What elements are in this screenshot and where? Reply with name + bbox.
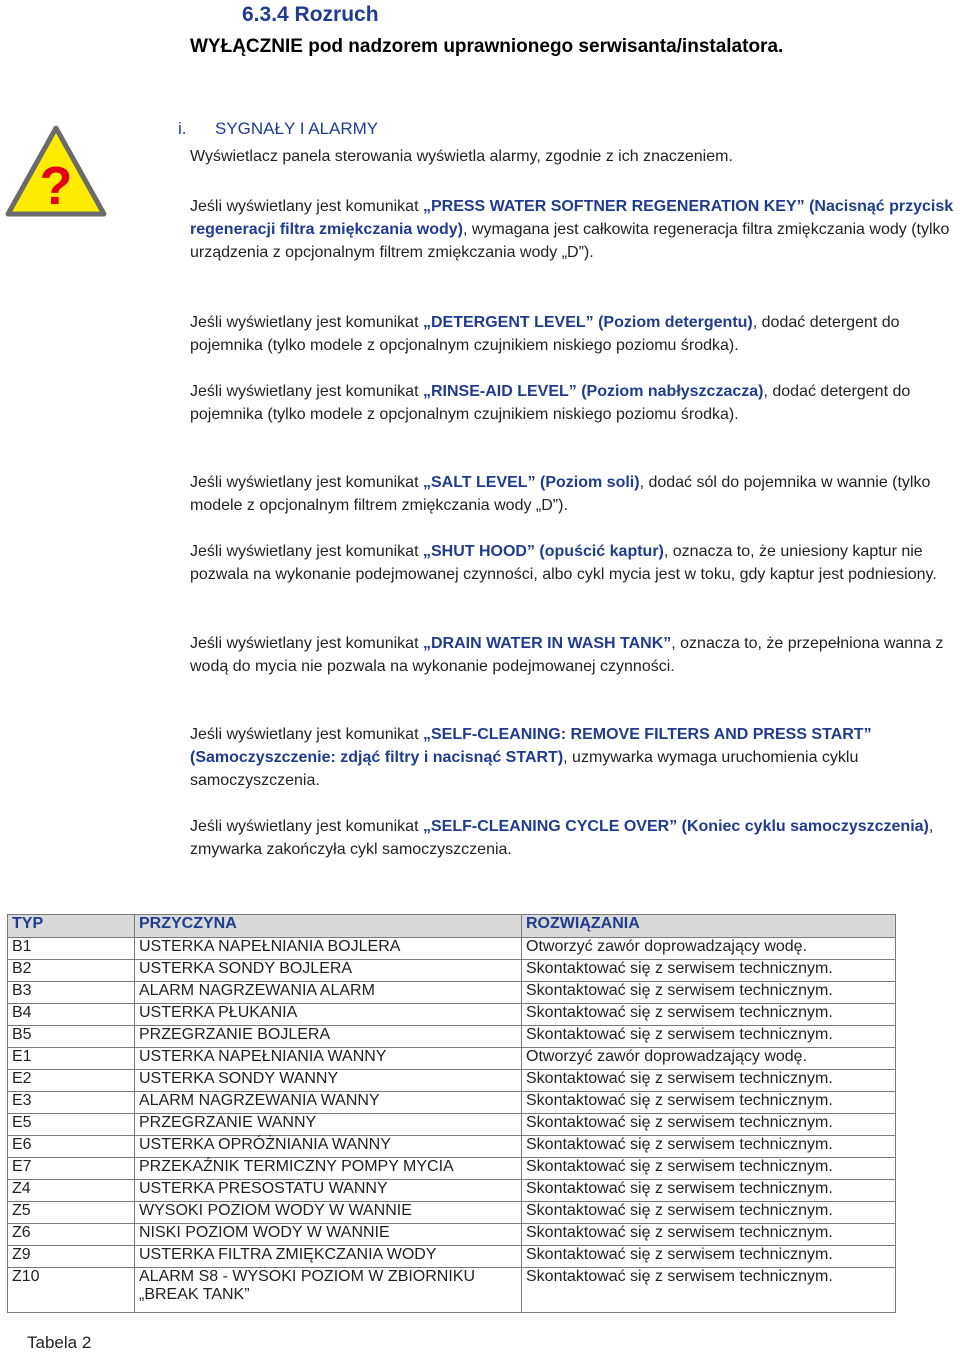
cell-type: B2 xyxy=(8,960,135,982)
cell-cause: USTERKA PŁUKANIA xyxy=(135,1004,522,1026)
message-keyword: „SELF-CLEANING CYCLE OVER” (Koniec cyklu samoczyszczenia) xyxy=(422,818,929,835)
message-prefix: Jeśli wyświetlany jest komunikat xyxy=(190,314,423,331)
table-row xyxy=(8,1048,896,1070)
message-keyword: „SHUT HOOD” (opuścić kaptur) xyxy=(422,543,664,560)
section-index: i. xyxy=(178,119,187,138)
message-paragraph xyxy=(190,632,960,678)
cell-cause: USTERKA NAPEŁNIANIA WANNY xyxy=(135,1048,522,1070)
cell-solution: Skontaktować się z serwisem technicznym. xyxy=(522,1180,896,1202)
table-row xyxy=(8,938,896,960)
cell-type: B4 xyxy=(8,1004,135,1026)
cell-type: E6 xyxy=(8,1136,135,1158)
message-keyword: „DETERGENT LEVEL” (Poziom detergentu) xyxy=(422,314,753,331)
message-paragraph xyxy=(190,723,960,792)
cell-cause: USTERKA FILTRA ZMIĘKCZANIA WODY xyxy=(135,1246,522,1268)
cell-solution: Skontaktować się z serwisem technicznym. xyxy=(522,1202,896,1224)
cell-cause: NISKI POZIOM WODY W WANNIE xyxy=(135,1224,522,1246)
cell-cause: USTERKA SONDY BOJLERA xyxy=(135,960,522,982)
table-row xyxy=(8,1136,896,1158)
message-prefix: Jeśli wyświetlany jest komunikat xyxy=(190,543,423,560)
table-caption: Tabela 2 xyxy=(27,1333,92,1352)
message-suffix: , dodać detergent do pojemnika (tylko modele z opcjonalnym czujnikiem niskiego poziomu środka). xyxy=(190,314,900,354)
message-paragraph xyxy=(190,540,960,586)
cell-cause: USTERKA PRESOSTATU WANNY xyxy=(135,1180,522,1202)
header-type: TYP xyxy=(8,915,135,938)
cell-cause: USTERKA NAPEŁNIANIA BOJLERA xyxy=(135,938,522,960)
table-row xyxy=(8,1180,896,1202)
message-paragraph xyxy=(190,311,960,357)
table-row xyxy=(8,960,896,982)
message-suffix: , uzmywarka wymaga uruchomienia cyklu samoczyszczenia. xyxy=(190,749,859,789)
header-solution: ROZWIĄZANIA xyxy=(522,915,896,938)
cell-solution: Skontaktować się z serwisem technicznym. xyxy=(522,1246,896,1268)
message-keyword: „DRAIN WATER IN WASH TANK” xyxy=(422,635,672,652)
message-paragraph xyxy=(190,471,960,517)
cell-solution: Skontaktować się z serwisem technicznym. xyxy=(522,1224,896,1246)
message-prefix: Jeśli wyświetlany jest komunikat xyxy=(190,818,423,835)
table-header-row xyxy=(8,915,896,938)
section-title xyxy=(178,119,378,139)
section-title-text: SYGNAŁY I ALARMY xyxy=(215,119,379,138)
table-row xyxy=(8,1158,896,1180)
cell-type: Z10 xyxy=(8,1268,135,1313)
cell-type: Z6 xyxy=(8,1224,135,1246)
cell-solution: Skontaktować się z serwisem technicznym. xyxy=(522,1092,896,1114)
message-suffix: , dodać detergent do pojemnika (tylko modele z opcjonalnym czujnikiem niskiego poziomu środka). xyxy=(190,383,911,423)
cell-solution: Skontaktować się z serwisem technicznym. xyxy=(522,1114,896,1136)
cell-solution: Skontaktować się z serwisem technicznym. xyxy=(522,982,896,1004)
message-paragraph xyxy=(190,380,960,426)
svg-text:?: ? xyxy=(39,156,73,216)
section-intro: Wyświetlacz panela sterowania wyświetla alarmy, zgodnie z ich znaczeniem. xyxy=(190,148,733,165)
message-prefix: Jeśli wyświetlany jest komunikat xyxy=(190,635,423,652)
cell-solution: Skontaktować się z serwisem technicznym. xyxy=(522,1136,896,1158)
alarm-table xyxy=(7,914,896,1313)
cell-cause: USTERKA SONDY WANNY xyxy=(135,1070,522,1092)
cell-cause: PRZEGRZANIE BOJLERA xyxy=(135,1026,522,1048)
message-keyword: „PRESS WATER SOFTNER REGENERATION KEY” (Nacisnąć przycisk regeneracji filtra zmiękczania wody) xyxy=(190,198,954,238)
cell-solution: Otworzyć zawór doprowadzający wodę. xyxy=(522,938,896,960)
section-number-title: 6.3.4 Rozruch xyxy=(242,3,379,26)
cell-type: E7 xyxy=(8,1158,135,1180)
cell-type: B5 xyxy=(8,1026,135,1048)
table-row xyxy=(8,982,896,1004)
table-row xyxy=(8,1070,896,1092)
cell-solution: Skontaktować się z serwisem technicznym. xyxy=(522,960,896,982)
cell-cause: ALARM NAGRZEWANIA ALARM xyxy=(135,982,522,1004)
message-paragraph xyxy=(190,195,960,264)
message-suffix: , oznacza to, że przepełniona wanna z wodą do mycia nie pozwala na wykonanie podejmowanej czynności. xyxy=(190,635,944,675)
cell-cause: ALARM NAGRZEWANIA WANNY xyxy=(135,1092,522,1114)
message-prefix: Jeśli wyświetlany jest komunikat xyxy=(190,383,423,400)
cell-type: Z9 xyxy=(8,1246,135,1268)
table-row xyxy=(8,1092,896,1114)
cell-cause: WYSOKI POZIOM WODY W WANNIE xyxy=(135,1202,522,1224)
table-row xyxy=(8,1114,896,1136)
cell-solution: Otworzyć zawór doprowadzający wodę. xyxy=(522,1048,896,1070)
cell-solution: Skontaktować się z serwisem technicznym. xyxy=(522,1070,896,1092)
cell-type: E2 xyxy=(8,1070,135,1092)
cell-type: B3 xyxy=(8,982,135,1004)
message-prefix: Jeśli wyświetlany jest komunikat xyxy=(190,474,423,491)
cell-type: Z5 xyxy=(8,1202,135,1224)
supervision-notice: WYŁĄCZNIE pod nadzorem uprawnionego serwisanta/instalatora. xyxy=(190,36,784,57)
message-keyword: „SELF-CLEANING: REMOVE FILTERS AND PRESS START” (Samoczyszczenie: zdjąć filtry i nacisnąć START) xyxy=(190,726,872,766)
table-row xyxy=(8,1202,896,1224)
cell-type: Z4 xyxy=(8,1180,135,1202)
message-prefix: Jeśli wyświetlany jest komunikat xyxy=(190,726,423,743)
table-row xyxy=(8,1026,896,1048)
header-cause: PRZYCZYNA xyxy=(135,915,522,938)
message-paragraph xyxy=(190,815,960,861)
cell-solution: Skontaktować się z serwisem technicznym. xyxy=(522,1026,896,1048)
cell-solution: Skontaktować się z serwisem technicznym. xyxy=(522,1158,896,1180)
message-suffix: , zmywarka zakończyła cykl samoczyszczenia. xyxy=(190,818,934,858)
table-row xyxy=(8,1224,896,1246)
message-suffix: , wymagana jest całkowita regeneracja filtra zmiękczania wody (tylko urządzenia z opcjonalnym filtrem zmiękczania wody „D”). xyxy=(190,221,950,261)
cell-cause: ALARM S8 - WYSOKI POZIOM W ZBIORNIKU „BREAK TANK” xyxy=(135,1268,522,1313)
message-suffix: , dodać sól do pojemnika w wannie (tylko modele z opcjonalnym filtrem zmiękczania wody „D”). xyxy=(190,474,931,514)
message-suffix: , oznacza to, że uniesiony kaptur nie pozwala na wykonanie podejmowanej czynności, albo cykl mycia jest w toku, gdy kaptur jest podniesiony. xyxy=(190,543,937,583)
table-row xyxy=(8,1246,896,1268)
warning-question-icon xyxy=(4,124,108,220)
cell-type: B1 xyxy=(8,938,135,960)
table-row xyxy=(8,1268,896,1313)
cell-type: E1 xyxy=(8,1048,135,1070)
cell-solution: Skontaktować się z serwisem technicznym. xyxy=(522,1004,896,1026)
message-keyword: „SALT LEVEL” (Poziom soli) xyxy=(422,474,640,491)
message-keyword: „RINSE-AID LEVEL” (Poziom nabłyszczacza) xyxy=(422,383,764,400)
cell-cause: PRZEGRZANIE WANNY xyxy=(135,1114,522,1136)
table-row xyxy=(8,1004,896,1026)
cell-cause: USTERKA OPRÓŻNIANIA WANNY xyxy=(135,1136,522,1158)
cell-solution: Skontaktować się z serwisem technicznym. xyxy=(522,1268,896,1313)
cell-type: E3 xyxy=(8,1092,135,1114)
cell-type: E5 xyxy=(8,1114,135,1136)
cell-cause: PRZEKAŹNIK TERMICZNY POMPY MYCIA xyxy=(135,1158,522,1180)
message-prefix: Jeśli wyświetlany jest komunikat xyxy=(190,198,423,215)
